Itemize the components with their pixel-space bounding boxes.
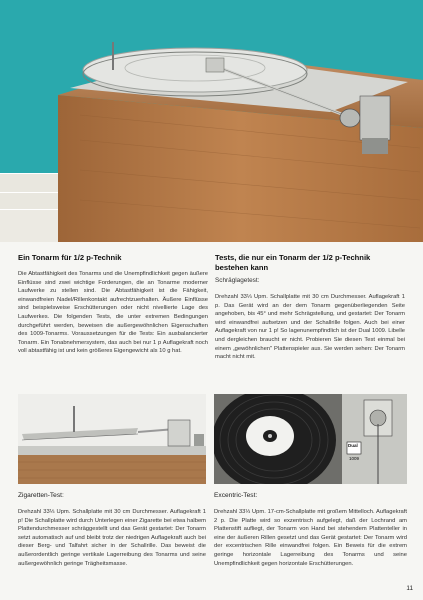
- excentric-test-caption: Excentric-Test:: [214, 492, 258, 499]
- right-heading: Tests, die nur ein Tonarm der 1/2 p-Technik bestehen kann: [215, 253, 371, 272]
- excentric-test-body: Drehzahl 33⅓ Upm. 17-cm-Schallplatte mit großem Mittelloch. Auflagekraft 2 p. Die Platte wird so exzentrisch aufgelegt, daß der Lochrand am Plattenstift aufliegt, der Tonarm von Hand bei stehendem Plattenteller in eine der äußeren Rillen gesetzt und das Gerät gestartet: Der Tonarm wird der excentrischen Rille einwandfrei folgen. Ein Beweis für die extrem geringe horizontale Lagerreibung des Tonarms und seine Unempfindlichkeit gegen horizontale Erschütterungen.: [214, 509, 407, 567]
- page-number: 11: [406, 585, 413, 592]
- dual-model-label: 1009: [349, 456, 360, 461]
- turntable-illustration: [0, 0, 423, 242]
- excentric-test-photo: [214, 394, 407, 484]
- hero-photo: [0, 0, 423, 242]
- cigarette-test-body: Drehzahl 33⅓ Upm. Schallplatte mit 30 cm Durchmesser. Auflagekraft 1 p! Die Schallplatte wird durch Unterlegen einer Zigarette bei etwa halbem Plattendurchmesser schräggestellt und das Gerät gestartet: Der Tonarm setzt automatisch auf und bleibt trotz der niedrigen Auflagekraft auch bei dieser Berg- und Talfahrt sicher in der Schallrille. Das beweist die außerordentlich geringe vertikale Lagerreibung des Tonarms und seine außergewöhnlich geringe Trägheitsmasse.: [18, 509, 206, 567]
- cigarette-test-caption: Zigaretten-Test:: [18, 492, 64, 499]
- record-closeup-illustration: [214, 394, 407, 484]
- left-heading: Ein Tonarm für 1/2 p-Technik: [18, 253, 122, 262]
- turntable-side-illustration: [18, 394, 206, 484]
- right-body-text: Drehzahl 33⅓ Upm. Schallplatte mit 30 cm Durchmesser. Auflagekraft 1 p. Das Gerät wird an der dem Tonarm gegenüberliegenden Seite angehoben, bis 45° und mehr Schrägstellung, und gestartet: Der Tonarm wird einwandfrei aufsetzen und der Schallrille folgen. Auch bei einer Auflagekraft von nur 1 p! So lagenunempfindlich ist der Dual 1009. Libelle und dergleichen braucht er nicht. Probieren Sie diesen Test einmal bei einem „gewöhnlichen" Plattenspieler aus. Sie werden sehen: Der Tonarm macht nicht mit.: [215, 294, 405, 361]
- right-subheading: Schräglagetest:: [215, 277, 260, 284]
- left-body-text: Die Abtastfähigkeit des Tonarms und die Unempfindlichkeit gegen äußere Einflüsse sind zwei wichtige Forderungen, die an Tonarme moderner Laufwerke zu stellen sind. Die Abtastfähigkeit ist die Fähigkeit, einwandfreien Nadel/Rillenkontakt aufrechtzuerhalten. Äußere Einflüsse sind beispielsweise Erschütterungen oder nicht nivellierte Lage des Laufwerkes. Die folgenden Tests, die unter extremen Bedingungen durchgeführt werden, beweisen die außergewöhnlichen Eigenschaften des 1009-Tonarms. Voraussetzungen für die Tests: Ein ausbalancierter Tonarm. Ein Tonabnehmersystem, das auch bei nur 1 p Auflagekraft noch voll abtastfähig ist und kein größeres Eigengewicht als 10 g hat.: [18, 271, 208, 355]
- cigarette-test-photo: [18, 394, 206, 484]
- dual-brand-label: Dual: [348, 443, 358, 448]
